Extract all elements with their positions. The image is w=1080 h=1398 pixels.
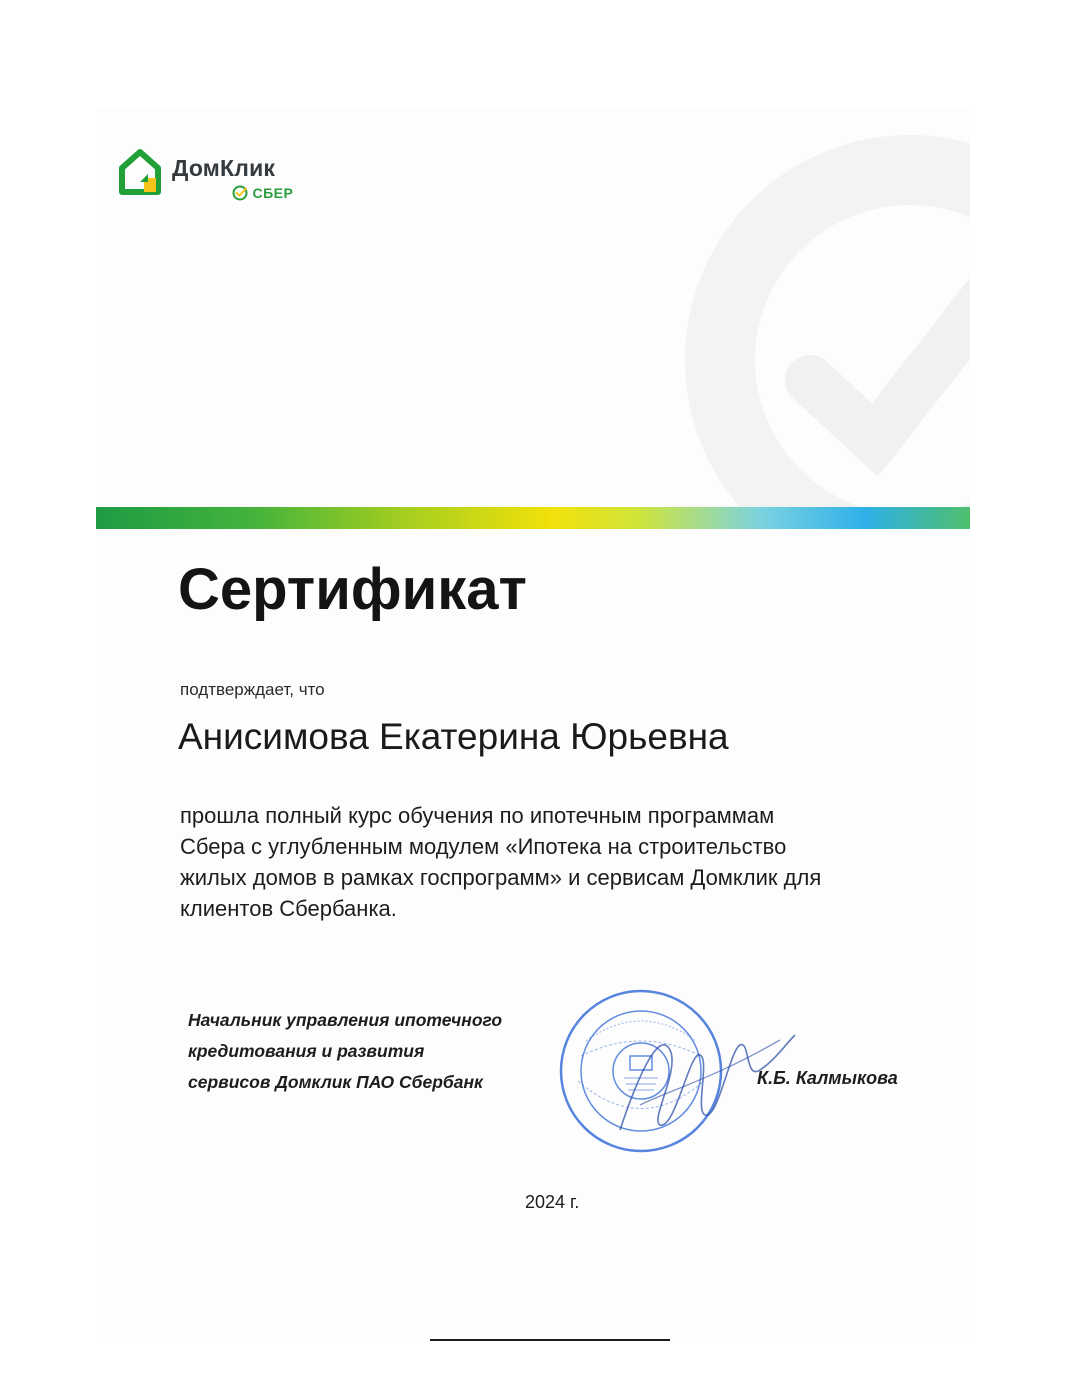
recipient-name: Анисимова Екатерина Юрьевна — [178, 716, 729, 757]
course-line: клиентов Сбербанка. — [180, 896, 397, 921]
sub-brand — [232, 184, 293, 202]
course-line: прошла полный курс обучения по ипотечным программам — [180, 803, 775, 828]
course-line: Сбера с углубленным модулем «Ипотека на строительство — [180, 834, 787, 859]
sber-watermark-icon — [680, 110, 970, 510]
sber-check-icon — [232, 185, 248, 201]
signer-position-line: Начальник управления ипотечного — [188, 1010, 503, 1030]
course-description — [180, 800, 940, 924]
signer-position-line: кредитования и развития — [188, 1041, 425, 1061]
signer-position — [188, 1005, 588, 1098]
domclick-logo — [118, 148, 318, 208]
signer-name: К.Б. Калмыкова — [757, 1068, 898, 1088]
course-line: жилых домов в рамках госпрограмм» и сервисам Домклик для — [180, 865, 822, 890]
signer-position-line: сервисов Домклик ПАО Сбербанк — [188, 1072, 483, 1092]
brand-name: ДомКлик — [172, 155, 276, 181]
bottom-divider — [430, 1339, 670, 1341]
domclick-house-icon — [118, 148, 162, 196]
certificate-title: Сертификат — [178, 557, 527, 622]
confirms-label: подтверждает, что — [180, 680, 325, 699]
sub-brand-label: СБЕР — [252, 184, 294, 201]
gradient-stripe — [96, 507, 970, 529]
certificate-year: 2024 г. — [525, 1192, 580, 1212]
